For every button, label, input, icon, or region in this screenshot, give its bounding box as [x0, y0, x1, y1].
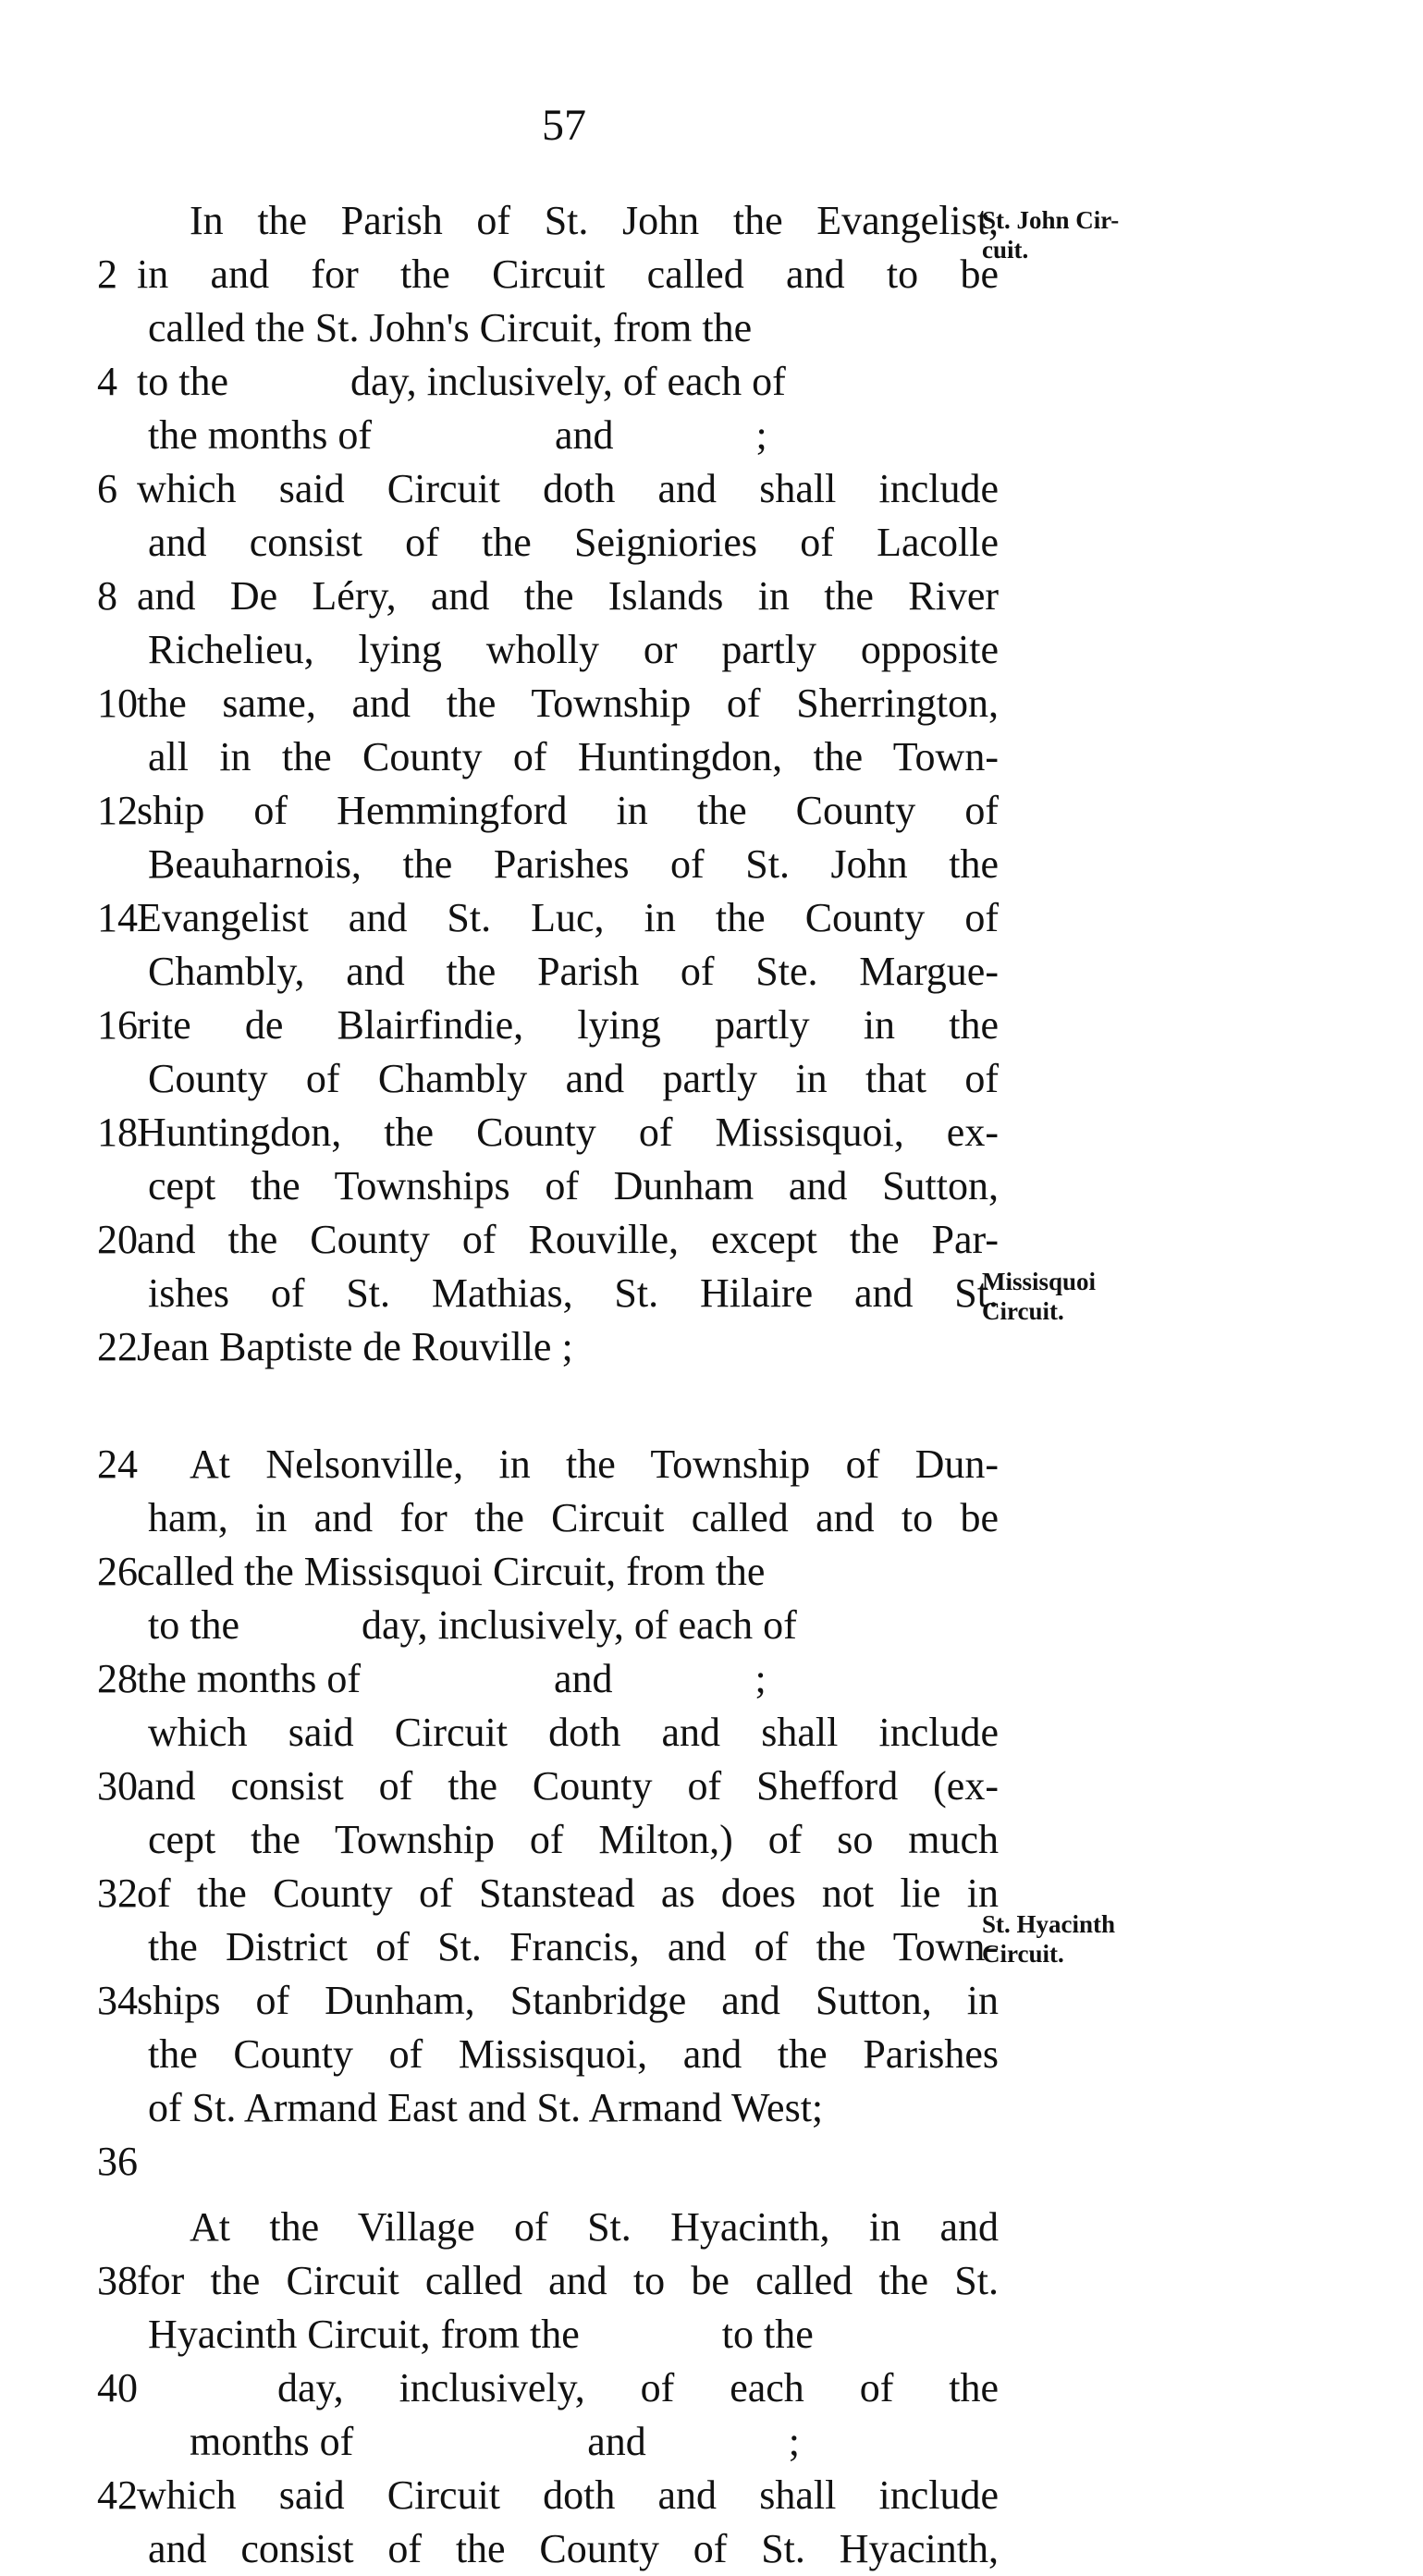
line-number: 34 — [97, 1978, 138, 2023]
text-line — [0, 2081, 1017, 2135]
line-text: County of Chambly and partly in that of — [148, 1056, 999, 1101]
line-number: 24 — [97, 1441, 138, 1487]
line-number: 20 — [97, 1217, 138, 1262]
line-number: 4 — [97, 359, 117, 404]
line-text: which said Circuit doth and shall include — [137, 2472, 999, 2518]
line-number: 42 — [97, 2472, 138, 2518]
line-number: 30 — [97, 1763, 138, 1809]
line-number: 22 — [97, 1324, 138, 1369]
text-line — [0, 1706, 1017, 1760]
text-line — [0, 623, 1017, 677]
line-text: rite de Blairfindie, lying partly in the — [137, 1002, 999, 1048]
text-line — [0, 1599, 1017, 1652]
line-text: ishes of St. Mathias, St. Hilaire and St. — [148, 1270, 999, 1316]
line-number: 32 — [97, 1871, 138, 1916]
line-number: 40 — [97, 2365, 138, 2410]
line-text: and De Léry, and the Islands in the River — [137, 573, 999, 619]
text-line — [0, 2469, 1017, 2522]
text-line — [0, 1267, 1017, 1320]
line-text: ham, in and for the Circuit called and to be — [148, 1495, 999, 1540]
text-line — [0, 1052, 1017, 1106]
line-text: ships of Dunham, Stanbridge and Sutton, in — [137, 1978, 999, 2023]
line-text: Richelieu, lying wholly or partly opposite — [148, 627, 999, 672]
line-text: for the Circuit called and to be called the St. — [137, 2258, 999, 2303]
text-line — [0, 2522, 1017, 2576]
line-text: the months of and ; — [137, 1656, 767, 1701]
text-line — [0, 1867, 1017, 1920]
text-line — [0, 1813, 1017, 1867]
line-text: Chambly, and the Parish of Ste. Margue- — [148, 949, 999, 994]
margin-note-line: St. Hyacinth — [982, 1910, 1116, 1938]
line-text: At Nelsonville, in the Township of Dun- — [190, 1441, 999, 1487]
line-text: cept the Townships of Dunham and Sutton, — [148, 1163, 999, 1208]
line-number: 16 — [97, 1002, 138, 1048]
text-line — [0, 1974, 1017, 2028]
line-text: which said Circuit doth and shall include — [137, 466, 999, 511]
text-line — [0, 999, 1017, 1052]
line-text: Huntingdon, the County of Missisquoi, ex- — [137, 1110, 999, 1155]
line-text: in and for the Circuit called and to be — [137, 251, 999, 297]
margin-note-line: Circuit. — [982, 1297, 1064, 1325]
line-number: 6 — [97, 466, 117, 511]
line-text: In the Parish of St. John the Evangelist, — [190, 198, 999, 243]
line-number: 18 — [97, 1110, 138, 1155]
text-line — [0, 945, 1017, 999]
line-text: of the County of Stanstead as does not lie in — [137, 1871, 999, 1916]
text-line — [0, 355, 1017, 409]
line-text: Beauharnois, the Parishes of St. John the — [148, 841, 999, 887]
text-line — [0, 570, 1017, 623]
text-line — [0, 1159, 1017, 1213]
text-line — [0, 730, 1017, 784]
line-number: 38 — [97, 2258, 138, 2303]
line-number: 8 — [97, 573, 117, 619]
text-line — [0, 2415, 1017, 2469]
line-text: and consist of the County of Shefford (ex- — [137, 1763, 999, 1809]
text-line — [0, 2135, 1017, 2189]
line-text: cept the Township of Milton,) of so much — [148, 1817, 999, 1862]
page-number: 57 — [542, 101, 586, 150]
line-text: ship of Hemmingford in the County of — [137, 788, 999, 833]
text-line — [0, 784, 1017, 838]
line-number: 10 — [97, 681, 138, 726]
text-line — [0, 838, 1017, 891]
text-line — [0, 1545, 1017, 1599]
text-line — [0, 301, 1017, 355]
line-number: 12 — [97, 788, 138, 833]
text-line — [0, 1920, 1017, 1974]
line-text: called the Missisquoi Circuit, from the — [137, 1549, 766, 1594]
margin-note-line: St. John Cir- — [982, 206, 1120, 234]
text-line — [0, 248, 1017, 301]
line-text: and consist of the County of St. Hyacinth, — [148, 2526, 999, 2571]
text-line — [0, 1106, 1017, 1159]
text-line — [0, 1438, 1017, 1491]
line-text: Jean Baptiste de Rouville ; — [137, 1324, 573, 1369]
margin-note-line: Circuit. — [982, 1940, 1064, 1968]
line-number: 14 — [97, 895, 138, 940]
text-line — [0, 2308, 1017, 2361]
line-text: the months of and ; — [148, 412, 767, 458]
text-line — [0, 1760, 1017, 1813]
line-number: 26 — [97, 1549, 138, 1594]
line-text: to the day, inclusively, of each of — [148, 1602, 797, 1648]
line-text: day, inclusively, of each of the — [277, 2365, 999, 2410]
line-text: and the County of Rouville, except the Par- — [137, 1217, 999, 1262]
line-number: 28 — [97, 1656, 138, 1701]
text-line — [0, 516, 1017, 570]
text-line — [0, 1213, 1017, 1267]
line-text: months of and ; — [190, 2419, 800, 2464]
line-text: of St. Armand East and St. Armand West; — [148, 2085, 824, 2130]
text-line — [0, 462, 1017, 516]
line-text: the County of Missisquoi, and the Parishes — [148, 2031, 999, 2077]
text-line — [0, 2361, 1017, 2415]
text-line — [0, 2254, 1017, 2308]
line-text: Hyacinth Circuit, from the to the — [148, 2312, 814, 2357]
line-text: all in the County of Huntingdon, the Town- — [148, 734, 999, 779]
margin-note-line: cuit. — [982, 236, 1029, 264]
text-line — [0, 1320, 1017, 1374]
text-line — [0, 1491, 1017, 1545]
text-line — [0, 891, 1017, 945]
line-text: the same, and the Township of Sherrington, — [137, 681, 999, 726]
text-line — [0, 409, 1017, 462]
line-text: the District of St. Francis, and of the Town- — [148, 1924, 999, 1969]
line-text: and consist of the Seigniories of Lacolle — [148, 520, 999, 565]
line-number: 2 — [97, 251, 117, 297]
text-line — [0, 2201, 1017, 2254]
line-text: Evangelist and St. Luc, in the County of — [137, 895, 999, 940]
margin-note-line: Missisquoi — [982, 1268, 1097, 1295]
text-line — [0, 2028, 1017, 2081]
line-text: called the St. John's Circuit, from the — [148, 305, 753, 350]
text-line — [0, 1652, 1017, 1706]
line-text: which said Circuit doth and shall include — [148, 1710, 999, 1755]
line-text: At the Village of St. Hyacinth, in and — [190, 2204, 999, 2250]
text-line — [0, 677, 1017, 730]
line-text: to the day, inclusively, of each of — [137, 359, 786, 404]
line-number: 36 — [97, 2139, 138, 2184]
text-line — [0, 194, 1017, 248]
